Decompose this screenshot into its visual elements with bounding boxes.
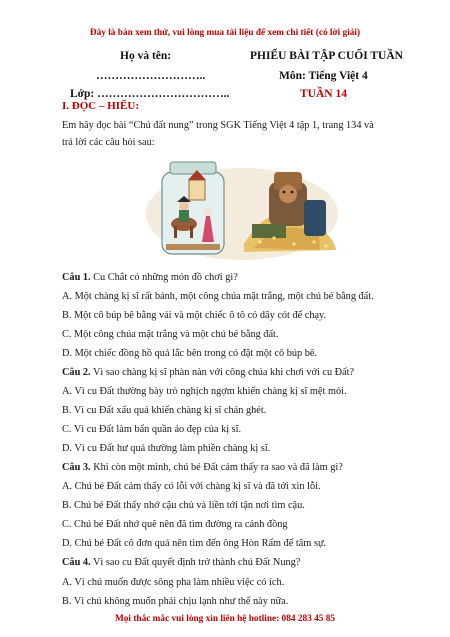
q3-option-b: B. Chú bé Đất thấy nhớ cậu chủ và liền tới tận nơi tìm cậu. xyxy=(62,500,305,511)
q1-option-d: D. Một chiếc đồng hồ quả lắc bên trong có đặt một cô búp bê. xyxy=(62,348,318,359)
footer-banner: Mọi thắc mắc vui lòng xin liên hệ hotline: 084 283 45 85 xyxy=(114,614,336,624)
class-label: Lớp: …………………………….. xyxy=(70,88,230,100)
question-3-label: Câu 3. xyxy=(62,462,91,473)
q2-option-d: D. Vì cu Đất hư quá thường làm phiền chàng kị sĩ. xyxy=(62,443,271,454)
q4-option-b: B. Vì chú không muốn phải chịu lạnh như thế này nữa. xyxy=(62,596,289,607)
question-2-text: Vì sao chàng kị sĩ phàn nàn với công chúa khi chơi với cu Đất? xyxy=(93,367,355,378)
q4-option-a: A. Vì chú muốn được sông pha làm nhiều việc có ích. xyxy=(62,577,285,588)
name-label: Họ và tên: xyxy=(120,50,172,62)
q3-option-c: C. Chú bé Đất nhớ quê nên đã tìm đường ra cánh đồng xyxy=(62,519,288,530)
q3-option-d: D. Chú bé Đất cô đơn quá nên tìm đến ông Hòn Rấm để tâm sự. xyxy=(62,538,327,549)
jar-with-knight-image xyxy=(162,162,224,254)
intro-line-2: trả lời các câu hỏi sau: xyxy=(62,137,155,148)
week-label: TUẦN 14 xyxy=(300,88,347,100)
q3-option-a: A. Chú bé Đất cảm thấy có lỗi với chàng kị sĩ và đã tới xin lỗi. xyxy=(62,481,321,492)
question-4-text: Vì sao cu Đất quyết định trở thành chú Đất Nung? xyxy=(93,557,301,568)
question-4-label: Câu 4. xyxy=(62,557,91,568)
question-4 xyxy=(62,555,392,571)
top-banner: Đây là bản xem thử, vui lòng mua tài liệu để xem chi tiết (có lời giải) xyxy=(89,28,361,38)
sheet-title: PHIẾU BÀI TẬP CUỐI TUẦN xyxy=(250,50,403,62)
question-3 xyxy=(62,460,392,476)
question-1-label: Câu 1. xyxy=(62,272,91,283)
q2-option-b: B. Vì cu Đất xấu quá khiến chàng kị sĩ chán ghét. xyxy=(62,405,267,416)
story-illustration xyxy=(144,154,340,262)
name-field-dots: ……………………….. xyxy=(96,70,206,82)
q1-option-c: C. Một công chúa mặt trắng và một chú bé bằng đất. xyxy=(62,329,279,340)
q1-option-a: A. Một chàng kị sĩ rất bảnh, một công chúa mặt trắng, một chú bé bằng đất. xyxy=(62,291,374,302)
section-title: I. ĐỌC – HIỂU: xyxy=(62,100,140,112)
question-2-label: Câu 2. xyxy=(62,367,91,378)
subject-label: Môn: Tiếng Việt 4 xyxy=(279,70,368,82)
question-3-text: Khi còn một mình, chú bé Đất cảm thấy ra sao và đã làm gì? xyxy=(93,462,343,473)
question-2 xyxy=(62,365,392,381)
q2-option-c: C. Vì cu Đất làm bẩn quần áo đẹp của kị sĩ. xyxy=(62,424,242,435)
question-1-text: Cu Chắt có những món đồ chơi gì? xyxy=(93,272,238,283)
q1-option-b: B. Một cô búp bê bằng vải và một chiếc ô tô có dây cót để chạy. xyxy=(62,310,327,321)
intro-line-1: Em hãy đọc bài “Chú đất nung” trong SGK Tiếng Việt 4 tập 1, trang 134 và xyxy=(62,120,374,131)
question-1 xyxy=(62,270,392,286)
q2-option-a: A. Vì cu Đất thường bày trò nghịch ngợm khiến chàng kị sĩ mệt mỏi. xyxy=(62,386,347,397)
